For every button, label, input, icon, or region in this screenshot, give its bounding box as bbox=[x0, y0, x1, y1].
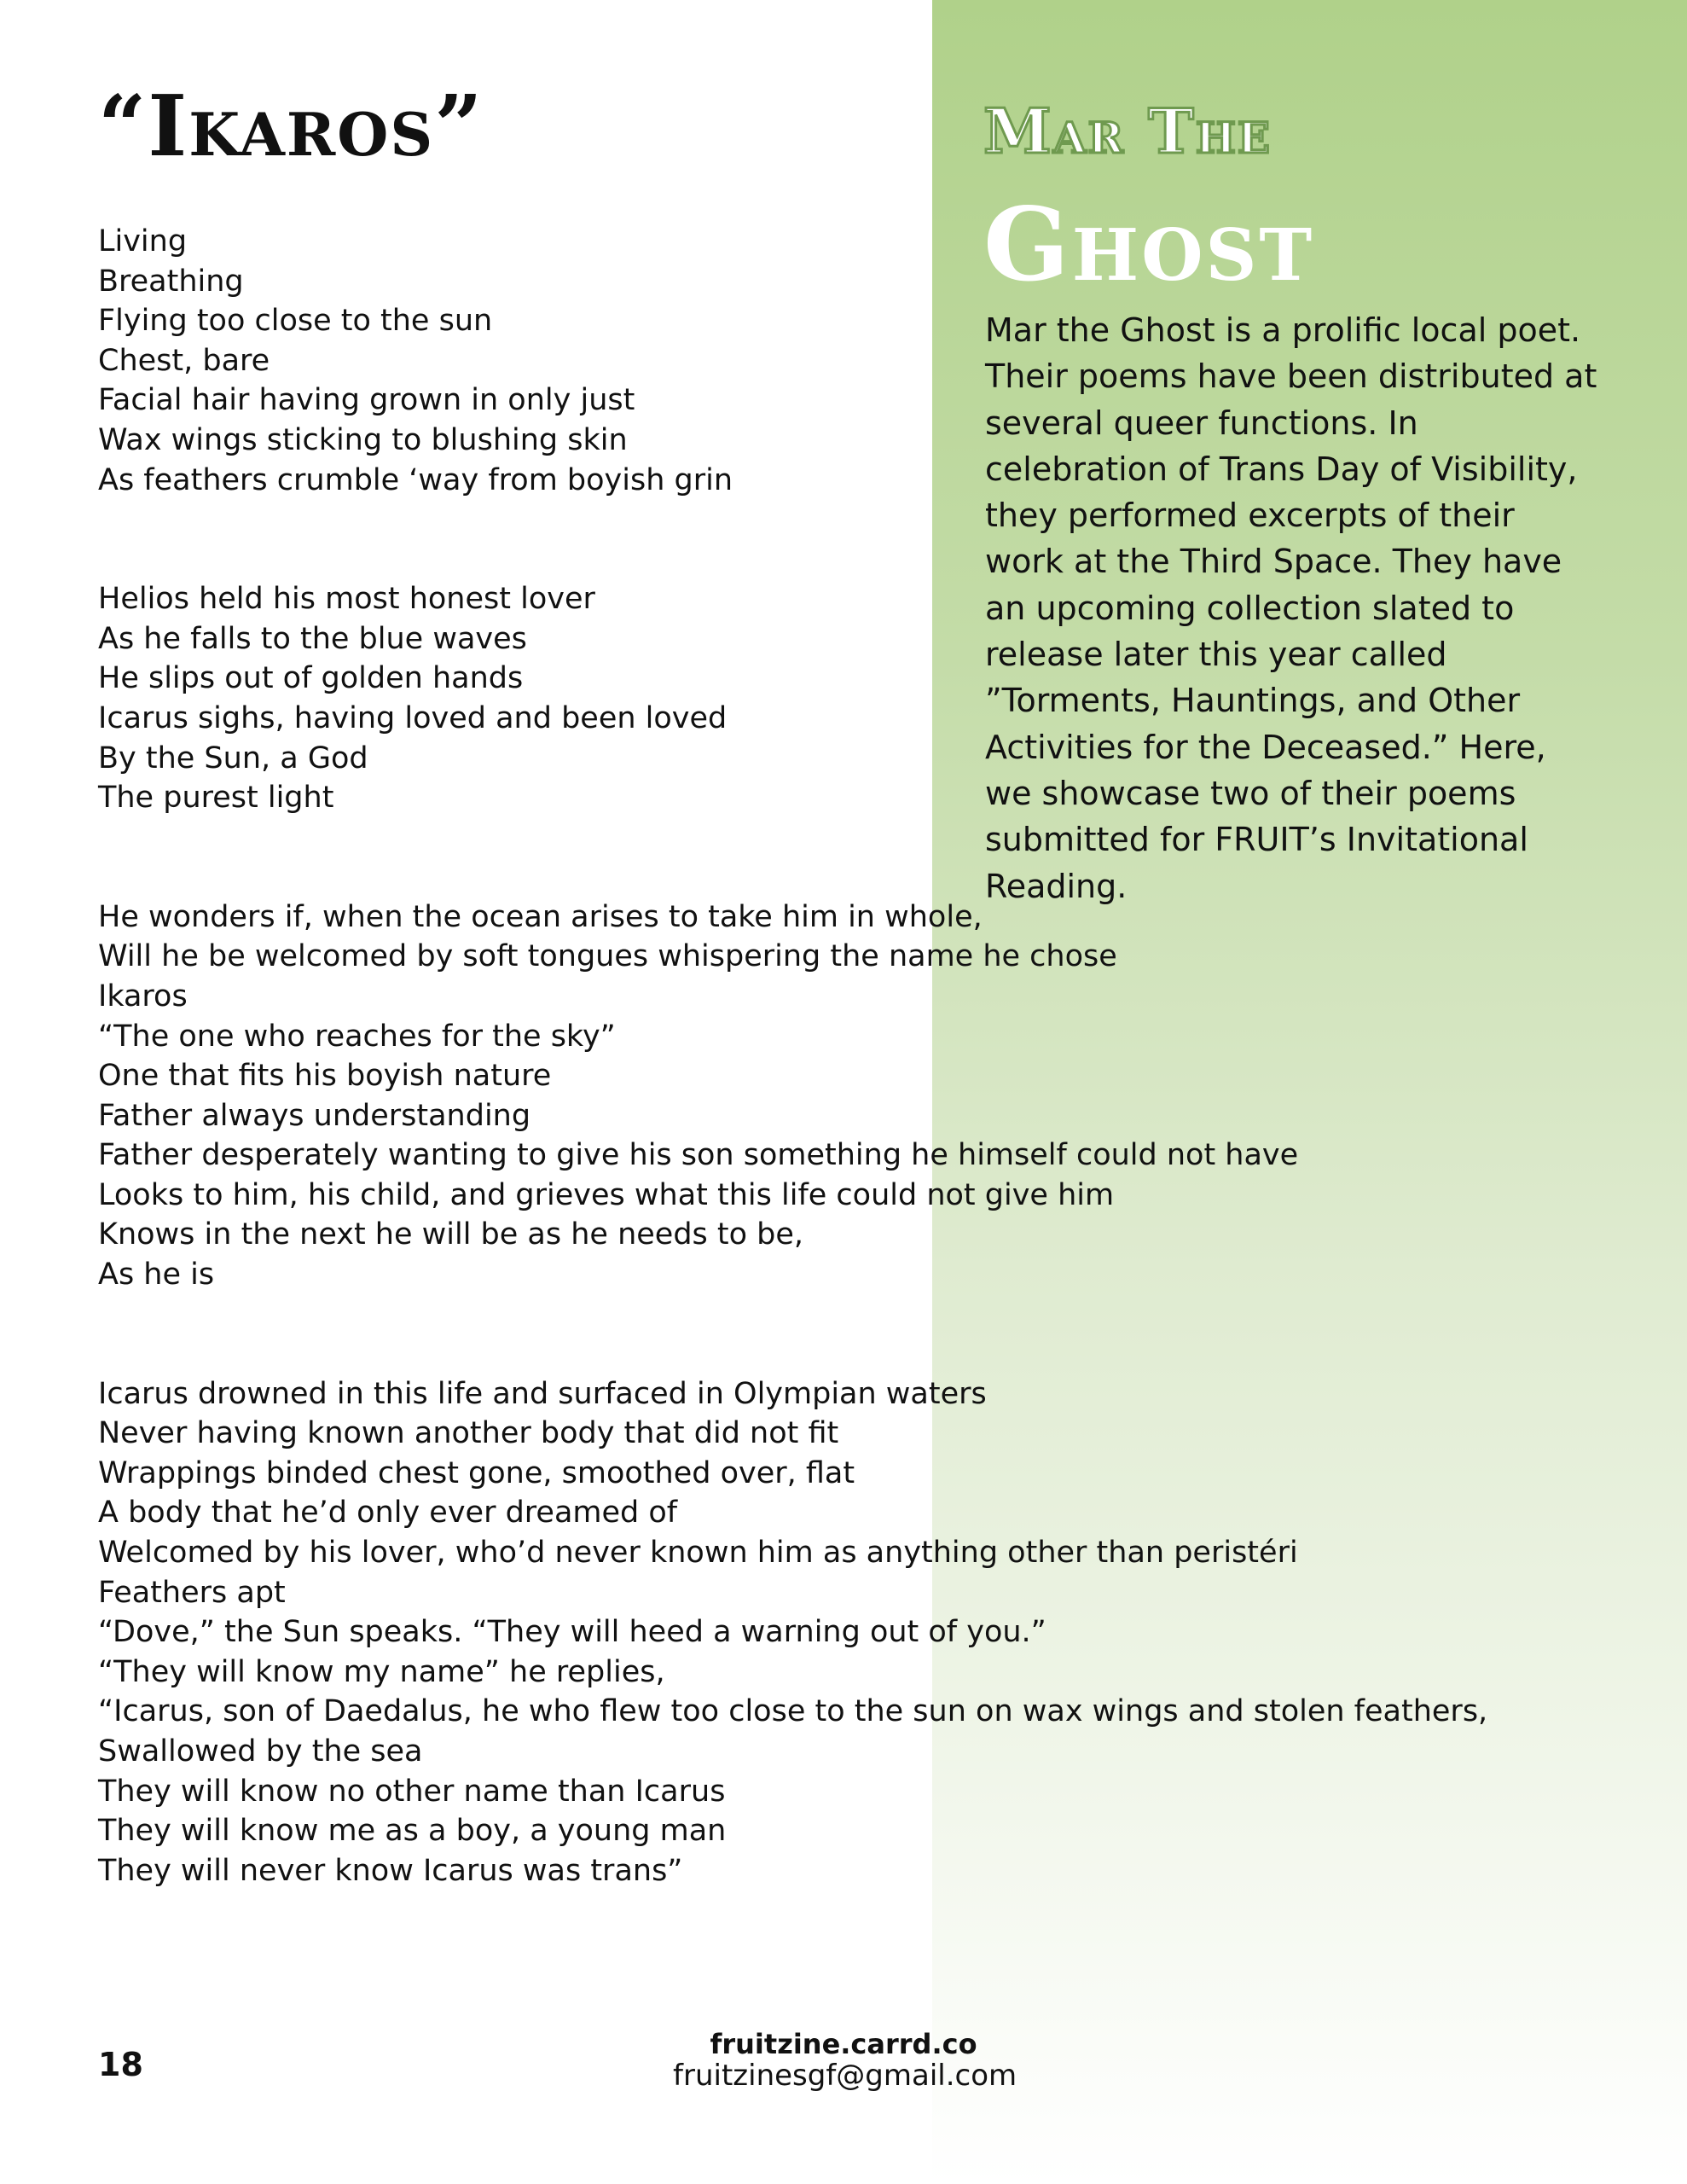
poem-line: One that fits his boyish nature bbox=[98, 1059, 552, 1094]
poem-line: As he falls to the blue waves bbox=[98, 621, 527, 656]
poem-line: Wax wings sticking to blushing skin bbox=[98, 422, 628, 457]
poem-line: Helios held his most honest lover bbox=[98, 582, 595, 617]
poem-line: Will he be welcomed by soft tongues whispering the name he chose bbox=[98, 939, 1117, 974]
poem-line: By the Sun, a God bbox=[98, 741, 368, 775]
footer-contact bbox=[673, 2028, 1017, 2093]
poem-line: They will know me as a boy, a young man bbox=[98, 1814, 727, 1849]
poem-line: Facial hair having grown in only just bbox=[98, 383, 635, 418]
poem-title: “Ikaros” bbox=[98, 78, 484, 176]
poem-line: He slips out of golden hands bbox=[98, 661, 524, 696]
poem-line: They will never know Icarus was trans” bbox=[98, 1853, 683, 1888]
poem-line: Father always understanding bbox=[98, 1098, 531, 1133]
poem-line: He wonders if, when the ocean arises to take him in whole, bbox=[98, 899, 983, 934]
poem-line: As he is bbox=[98, 1258, 215, 1292]
poem-line: As feathers crumble ‘way from boyish grin bbox=[98, 462, 733, 497]
poem-line: “Icarus, son of Daedalus, he who flew too close to the sun on wax wings and stolen feathers, bbox=[98, 1694, 1488, 1729]
poem-line: A body that he’d only ever dreamed of bbox=[98, 1496, 678, 1531]
poem-line: The purest light bbox=[98, 781, 334, 816]
poem-line: Father desperately wanting to give his son something he himself could not have bbox=[98, 1138, 1299, 1173]
poem-line: Knows in the next he will be as he needs to be, bbox=[98, 1217, 804, 1252]
poem-line: Wrappings binded chest gone, smoothed over, flat bbox=[98, 1455, 855, 1490]
poem-line: Flying too close to the sun bbox=[98, 304, 493, 339]
page-number: 18 bbox=[98, 2046, 143, 2083]
author-name-line1: Mar The bbox=[983, 95, 1272, 167]
poem-line: “They will know my name” he replies, bbox=[98, 1654, 665, 1689]
poem-line: Never having known another body that did not fit bbox=[98, 1416, 839, 1451]
stanza bbox=[98, 1374, 1488, 1891]
poem-line: Icarus drowned in this life and surfaced in Olympian waters bbox=[98, 1376, 987, 1411]
author-bio: Mar the Ghost is a prolific local poet. Their poems have been distributed at several queer functions. In celebration of Trans Day of Visibility, they performed excerpts of their work at the Third Space. They have an upcoming collection slated to release later this year called ”Torments, Hauntings, and Other Activities for the Deceased.” Here, we showcase two of their poems submitted for FRUIT’s Invitational Reading. bbox=[985, 311, 1597, 905]
poem-line: “Dove,” the Sun speaks. “They will heed a warning out of you.” bbox=[98, 1615, 1046, 1650]
poem-line: They will know no other name than Icarus bbox=[98, 1774, 726, 1809]
poem-line: Chest, bare bbox=[98, 343, 270, 378]
poem-line: Welcomed by his lover, who’d never known him as anything other than peristéri bbox=[98, 1536, 1298, 1571]
poem-line: “The one who reaches for the sky” bbox=[98, 1019, 616, 1054]
author-name-line2: Ghost bbox=[983, 185, 1315, 304]
footer-website: fruitzine.carrd.co bbox=[710, 2028, 977, 2060]
poem-line: Breathing bbox=[98, 264, 244, 299]
poem-line: Living bbox=[98, 224, 188, 258]
footer-email: fruitzinesgf@gmail.com bbox=[673, 2059, 1017, 2093]
poem-line: Ikaros bbox=[98, 979, 188, 1014]
poem-line: Swallowed by the sea bbox=[98, 1734, 423, 1769]
poem-line: Icarus sighs, having loved and been loved bbox=[98, 700, 728, 735]
author-name-heading bbox=[983, 95, 1315, 304]
stanza bbox=[98, 897, 1343, 1295]
poem-line: Looks to him, his child, and grieves what this life could not give him bbox=[98, 1177, 1115, 1212]
poem-line: Feathers apt bbox=[98, 1575, 286, 1610]
